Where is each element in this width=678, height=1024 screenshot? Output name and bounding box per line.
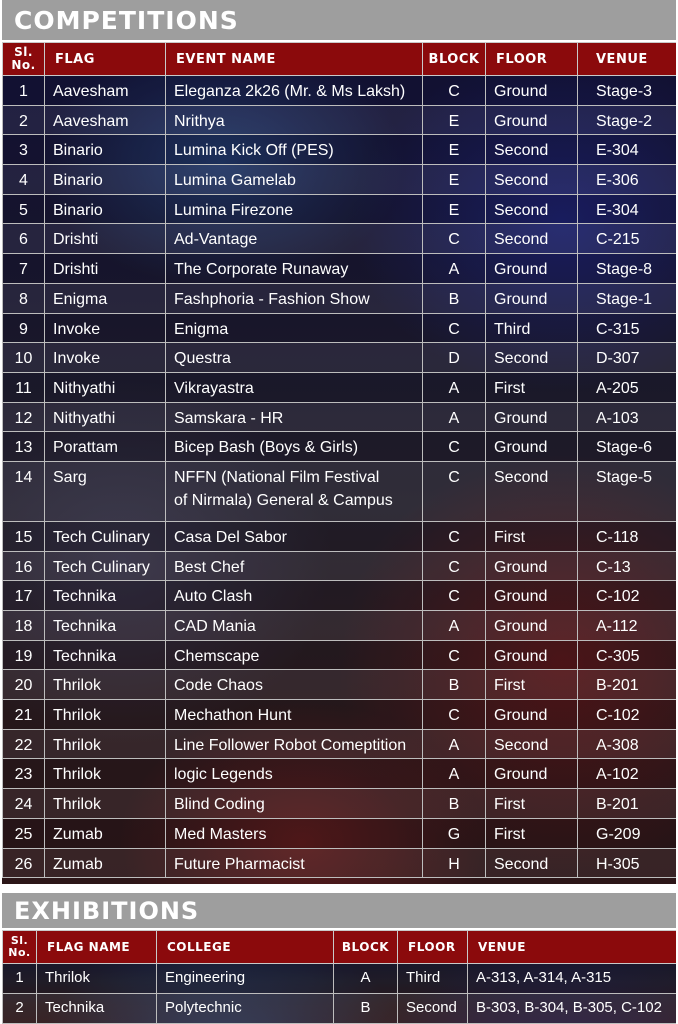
event-name-cell: Samskara - HR <box>166 402 423 432</box>
sl-no-cell: 9 <box>3 313 45 343</box>
event-name-cell: Future Pharmacist <box>166 848 423 878</box>
block-cell: E <box>423 165 486 195</box>
flag-cell: Nithyathi <box>45 372 166 402</box>
floor-cell: Second <box>486 343 578 373</box>
floor-cell: Ground <box>486 759 578 789</box>
flag-cell: Zumab <box>45 818 166 848</box>
floor-cell: First <box>486 670 578 700</box>
floor-cell: Ground <box>486 581 578 611</box>
event-name-cell: Med Masters <box>166 818 423 848</box>
block-cell: H <box>423 848 486 878</box>
table-row <box>3 848 677 878</box>
event-name-cell: The Corporate Runaway <box>166 254 423 284</box>
block-cell: A <box>423 759 486 789</box>
flag-cell: Tech Culinary <box>45 521 166 551</box>
table-row <box>3 343 677 373</box>
col-header-flag-name: FLAG NAME <box>37 931 157 964</box>
floor-cell: Second <box>486 224 578 254</box>
sl-no-cell: 17 <box>3 581 45 611</box>
table-row <box>3 551 677 581</box>
venue-cell: E-304 <box>578 194 677 224</box>
block-cell: A <box>423 402 486 432</box>
col-header-venue: VENUE <box>578 43 677 76</box>
event-name-cell: Lumina Gamelab <box>166 165 423 195</box>
exhibitions-table-container <box>2 930 676 1024</box>
venue-cell: A-112 <box>578 611 677 641</box>
floor-cell: Third <box>398 964 468 994</box>
venue-cell: C-102 <box>578 700 677 730</box>
exhibitions-table-body <box>3 964 677 1024</box>
venue-cell: A-103 <box>578 402 677 432</box>
event-name-cell: Ad-Vantage <box>166 224 423 254</box>
table-row <box>3 372 677 402</box>
floor-cell: Third <box>486 313 578 343</box>
competitions-table-container <box>2 42 676 884</box>
sl-no-cell: 26 <box>3 848 45 878</box>
sl-no-cell: 4 <box>3 165 45 195</box>
competitions-table-body <box>3 76 677 878</box>
sl-no-cell: 18 <box>3 611 45 641</box>
floor-cell: Ground <box>486 700 578 730</box>
venue-cell: A-308 <box>578 729 677 759</box>
floor-cell: Second <box>398 994 468 1024</box>
table-row <box>3 581 677 611</box>
block-cell: E <box>423 194 486 224</box>
col-header-flag: FLAG <box>45 43 166 76</box>
block-cell: B <box>423 789 486 819</box>
block-cell: A <box>423 372 486 402</box>
event-name-cell: Questra <box>166 343 423 373</box>
event-name-line-2: of Nirmala) General & Campus <box>174 491 393 509</box>
venue-cell: B-303, B-304, B-305, C-102 <box>468 994 677 1024</box>
floor-cell: Ground <box>486 254 578 284</box>
floor-cell: Ground <box>486 105 578 135</box>
venue-cell: E-306 <box>578 165 677 195</box>
table-row <box>3 105 677 135</box>
sl-no-cell: 5 <box>3 194 45 224</box>
event-name-cell: Enigma <box>166 313 423 343</box>
floor-cell: Ground <box>486 640 578 670</box>
table-row <box>3 670 677 700</box>
table-row <box>3 700 677 730</box>
col-header-venue: VENUE <box>468 931 677 964</box>
sl-no-cell: 6 <box>3 224 45 254</box>
table-row <box>3 994 677 1024</box>
floor-cell: Ground <box>486 402 578 432</box>
sl-no-cell: 14 <box>3 461 45 521</box>
venue-cell: Stage-2 <box>578 105 677 135</box>
col-header-block: BLOCK <box>334 931 398 964</box>
block-cell: C <box>423 313 486 343</box>
venue-cell: A-102 <box>578 759 677 789</box>
block-cell: A <box>423 729 486 759</box>
flag-cell: Drishti <box>45 224 166 254</box>
block-cell: A <box>334 964 398 994</box>
floor-cell: Ground <box>486 432 578 462</box>
flag-cell: Binario <box>45 194 166 224</box>
sl-no-cell: 2 <box>3 994 37 1024</box>
table-row <box>3 818 677 848</box>
table-row <box>3 521 677 551</box>
flag-cell: Aavesham <box>45 76 166 106</box>
block-cell: C <box>423 224 486 254</box>
venue-cell: A-313, A-314, A-315 <box>468 964 677 994</box>
event-name-cell: Lumina Firezone <box>166 194 423 224</box>
floor-cell: Ground <box>486 551 578 581</box>
table-row <box>3 964 677 994</box>
sl-no-cell: 19 <box>3 640 45 670</box>
venue-cell: C-315 <box>578 313 677 343</box>
sl-no-cell: 15 <box>3 521 45 551</box>
block-cell: C <box>423 700 486 730</box>
table-row <box>3 165 677 195</box>
table-row <box>3 254 677 284</box>
event-name-cell: Line Follower Robot Comeptition <box>166 729 423 759</box>
block-cell: A <box>423 611 486 641</box>
event-name-cell: logic Legends <box>166 759 423 789</box>
sl-no-cell: 24 <box>3 789 45 819</box>
venue-cell: C-305 <box>578 640 677 670</box>
floor-cell: Ground <box>486 283 578 313</box>
table-row <box>3 729 677 759</box>
floor-cell: First <box>486 521 578 551</box>
venue-cell: C-118 <box>578 521 677 551</box>
venue-cell: D-307 <box>578 343 677 373</box>
event-name-cell: Code Chaos <box>166 670 423 700</box>
flag-cell: Invoke <box>45 313 166 343</box>
flag-cell: Invoke <box>45 343 166 373</box>
venue-cell: Stage-3 <box>578 76 677 106</box>
table-row <box>3 313 677 343</box>
block-cell: B <box>334 994 398 1024</box>
floor-cell: Second <box>486 729 578 759</box>
sl-no-cell: 3 <box>3 135 45 165</box>
block-cell: D <box>423 343 486 373</box>
competitions-title: COMPETITIONS <box>2 0 676 40</box>
table-row <box>3 789 677 819</box>
flag-cell: Enigma <box>45 283 166 313</box>
exhibitions-title: EXHIBITIONS <box>2 893 676 928</box>
floor-cell: Second <box>486 165 578 195</box>
exhibitions-header-row <box>3 931 677 964</box>
table-row <box>3 76 677 106</box>
flag-name-cell: Technika <box>37 994 157 1024</box>
floor-cell: Second <box>486 461 578 521</box>
col-header-sl-no: Sl. No. <box>3 43 45 76</box>
block-cell: C <box>423 461 486 521</box>
block-cell: C <box>423 521 486 551</box>
flag-cell: Technika <box>45 640 166 670</box>
venue-cell: Stage-1 <box>578 283 677 313</box>
sl-no-cell: 2 <box>3 105 45 135</box>
event-name-cell: Lumina Kick Off (PES) <box>166 135 423 165</box>
table-row <box>3 432 677 462</box>
event-name-cell: Casa Del Sabor <box>166 521 423 551</box>
venue-cell: C-102 <box>578 581 677 611</box>
floor-cell: Second <box>486 194 578 224</box>
table-row <box>3 402 677 432</box>
venue-cell: E-304 <box>578 135 677 165</box>
sl-no-cell: 23 <box>3 759 45 789</box>
col-header-sl-no: Sl. No. <box>3 931 37 964</box>
flag-cell: Porattam <box>45 432 166 462</box>
event-name-cell: Blind Coding <box>166 789 423 819</box>
venue-cell: H-305 <box>578 848 677 878</box>
sl-no-cell: 22 <box>3 729 45 759</box>
floor-cell: First <box>486 789 578 819</box>
flag-cell: Thrilok <box>45 700 166 730</box>
table-row <box>3 194 677 224</box>
event-name-cell: Auto Clash <box>166 581 423 611</box>
venue-cell: A-205 <box>578 372 677 402</box>
flag-cell: Thrilok <box>45 729 166 759</box>
table-row <box>3 135 677 165</box>
sl-no-cell: 10 <box>3 343 45 373</box>
flag-cell: Thrilok <box>45 759 166 789</box>
flag-cell: Technika <box>45 581 166 611</box>
flag-cell: Sarg <box>45 461 166 521</box>
col-header-block: BLOCK <box>423 43 486 76</box>
flag-cell: Nithyathi <box>45 402 166 432</box>
floor-cell: Second <box>486 848 578 878</box>
block-cell: G <box>423 818 486 848</box>
venue-cell: B-201 <box>578 670 677 700</box>
block-cell: B <box>423 670 486 700</box>
event-name-cell: Eleganza 2k26 (Mr. & Ms Laksh) <box>166 76 423 106</box>
block-cell: A <box>423 254 486 284</box>
flag-cell: Zumab <box>45 848 166 878</box>
event-name-cell: Best Chef <box>166 551 423 581</box>
venue-cell: B-201 <box>578 789 677 819</box>
col-header-floor: FLOOR <box>398 931 468 964</box>
venue-cell: Stage-5 <box>578 461 677 521</box>
table-row <box>3 283 677 313</box>
sl-no-cell: 1 <box>3 76 45 106</box>
event-name-cell: Mechathon Hunt <box>166 700 423 730</box>
block-cell: C <box>423 432 486 462</box>
col-header-floor: FLOOR <box>486 43 578 76</box>
flag-name-cell: Thrilok <box>37 964 157 994</box>
flag-cell: Thrilok <box>45 670 166 700</box>
table-row <box>3 224 677 254</box>
event-name-cell: Vikrayastra <box>166 372 423 402</box>
venue-cell: C-215 <box>578 224 677 254</box>
floor-cell: Ground <box>486 76 578 106</box>
sl-no-cell: 12 <box>3 402 45 432</box>
college-cell: Polytechnic <box>157 994 334 1024</box>
table-row <box>3 461 677 521</box>
col-header-event-name: EVENT NAME <box>166 43 423 76</box>
venue-cell: Stage-6 <box>578 432 677 462</box>
sl-no-cell: 20 <box>3 670 45 700</box>
sl-no-cell: 16 <box>3 551 45 581</box>
event-name-line-1: NFFN (National Film Festival <box>174 468 380 486</box>
floor-cell: Ground <box>486 611 578 641</box>
event-name-cell: Nrithya <box>166 105 423 135</box>
block-cell: E <box>423 105 486 135</box>
floor-cell: First <box>486 818 578 848</box>
venue-cell: C-13 <box>578 551 677 581</box>
table-row <box>3 759 677 789</box>
event-name-cell: Chemscape <box>166 640 423 670</box>
venue-cell: G-209 <box>578 818 677 848</box>
table-row <box>3 640 677 670</box>
flag-cell: Technika <box>45 611 166 641</box>
flag-cell: Binario <box>45 165 166 195</box>
flag-cell: Tech Culinary <box>45 551 166 581</box>
sl-no-cell: 1 <box>3 964 37 994</box>
block-cell: B <box>423 283 486 313</box>
flag-cell: Thrilok <box>45 789 166 819</box>
block-cell: C <box>423 551 486 581</box>
exhibitions-table <box>2 930 676 1024</box>
sl-no-cell: 8 <box>3 283 45 313</box>
sl-no-cell: 11 <box>3 372 45 402</box>
sl-no-cell: 7 <box>3 254 45 284</box>
flag-cell: Aavesham <box>45 105 166 135</box>
event-name-cell: Fashphoria - Fashion Show <box>166 283 423 313</box>
event-name-cell: Bicep Bash (Boys & Girls) <box>166 432 423 462</box>
competitions-table <box>2 42 676 878</box>
table-row <box>3 611 677 641</box>
event-name-cell: CAD Mania <box>166 611 423 641</box>
sl-no-cell: 21 <box>3 700 45 730</box>
block-cell: C <box>423 76 486 106</box>
college-cell: Engineering <box>157 964 334 994</box>
flag-cell: Drishti <box>45 254 166 284</box>
flag-cell: Binario <box>45 135 166 165</box>
floor-cell: First <box>486 372 578 402</box>
block-cell: C <box>423 581 486 611</box>
event-name-cell <box>166 461 423 521</box>
block-cell: E <box>423 135 486 165</box>
venue-cell: Stage-8 <box>578 254 677 284</box>
floor-cell: Second <box>486 135 578 165</box>
col-header-college: COLLEGE <box>157 931 334 964</box>
competitions-header-row <box>3 43 677 76</box>
sl-no-cell: 13 <box>3 432 45 462</box>
sl-no-cell: 25 <box>3 818 45 848</box>
block-cell: C <box>423 640 486 670</box>
